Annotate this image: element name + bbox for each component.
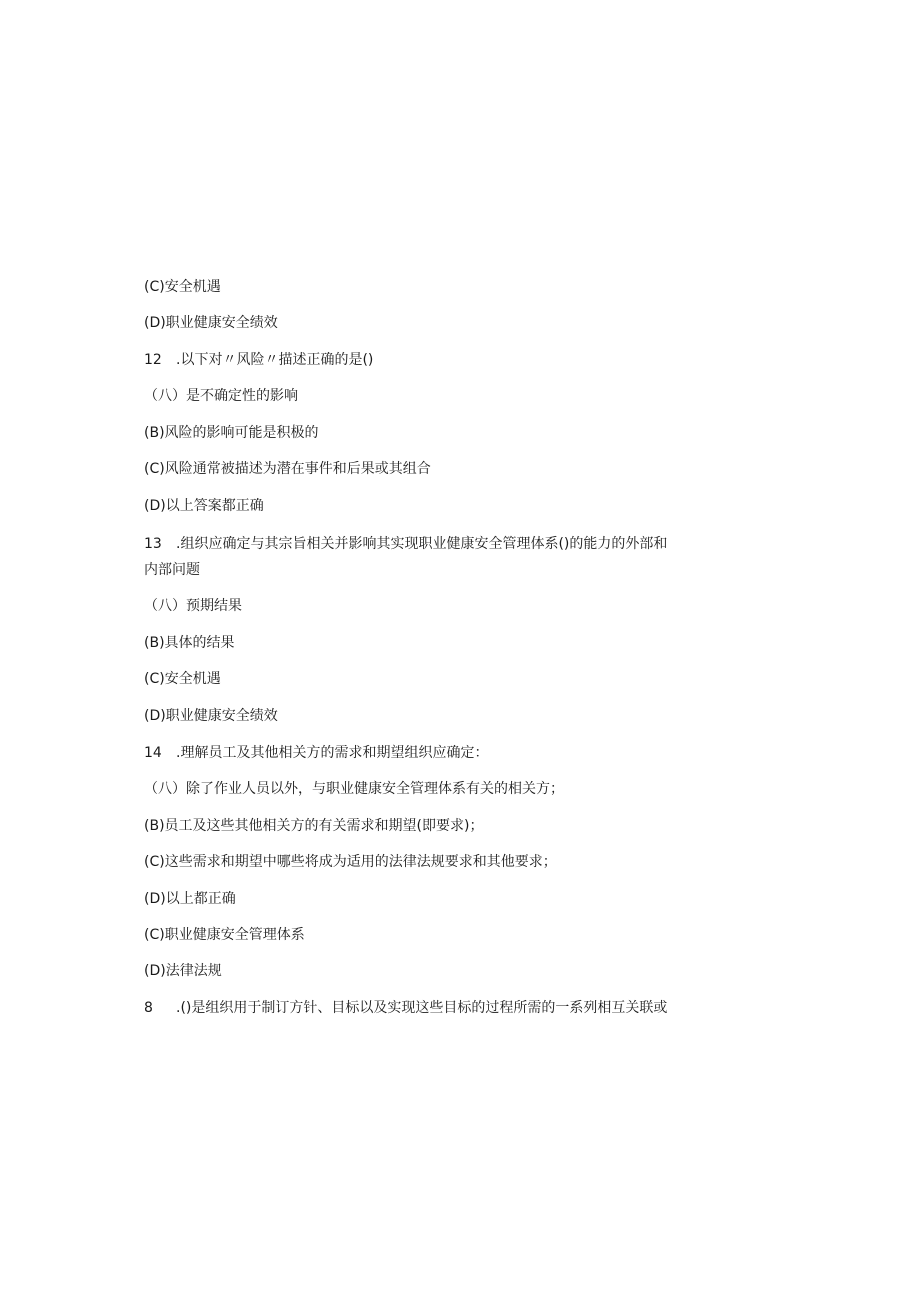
option-c-q12: (C)风险通常被描述为潜在事件和后果或其组合	[144, 461, 431, 477]
option-d-q12: (D)以上答案都正确	[144, 498, 264, 514]
question-number: 8	[144, 1000, 153, 1016]
option-d-extra: (D)法律法规	[144, 963, 222, 979]
option-c-extra: (C)职业健康安全管理体系	[144, 927, 305, 943]
option-d-q14: (D)以上都正确	[144, 891, 236, 907]
question-number: 12	[144, 352, 162, 368]
question-13-continued: 内部问题	[144, 562, 200, 578]
question-number: 13	[144, 536, 162, 552]
option-a-q12: （八）是不确定性的影响	[144, 388, 298, 404]
option-c-q11: (C)安全机遇	[144, 279, 221, 295]
option-c-q14: (C)这些需求和期望中哪些将成为适用的法律法规要求和其他要求；	[144, 854, 557, 870]
option-b-q13: (B)具体的结果	[144, 635, 235, 651]
option-a-q14: （八）除了作业人员以外，与职业健康安全管理体系有关的相关方；	[144, 781, 564, 797]
option-d-q13: (D)职业健康安全绩效	[144, 708, 278, 724]
question-number: 14	[144, 745, 162, 761]
question-14: 14 .理解员工及其他相关方的需求和期望组织应确定：	[144, 745, 489, 761]
option-a-q13: （八）预期结果	[144, 598, 242, 614]
option-d-q11: (D)职业健康安全绩效	[144, 315, 278, 331]
question-13: 13 .组织应确定与其宗旨相关并影响其实现职业健康安全管理体系()的能力的外部和	[144, 536, 668, 552]
question-12: 12 .以下对〃风险〃描述正确的是()	[144, 352, 374, 368]
option-c-q13: (C)安全机遇	[144, 671, 221, 687]
option-b-q12: (B)风险的影响可能是积极的	[144, 425, 319, 441]
option-b-q14: (B)员工及这些其他相关方的有关需求和期望(即要求)；	[144, 818, 484, 834]
question-8: 8 .()是组织用于制订方针、目标以及实现这些目标的过程所需的一系列相互关联或	[144, 1000, 668, 1016]
